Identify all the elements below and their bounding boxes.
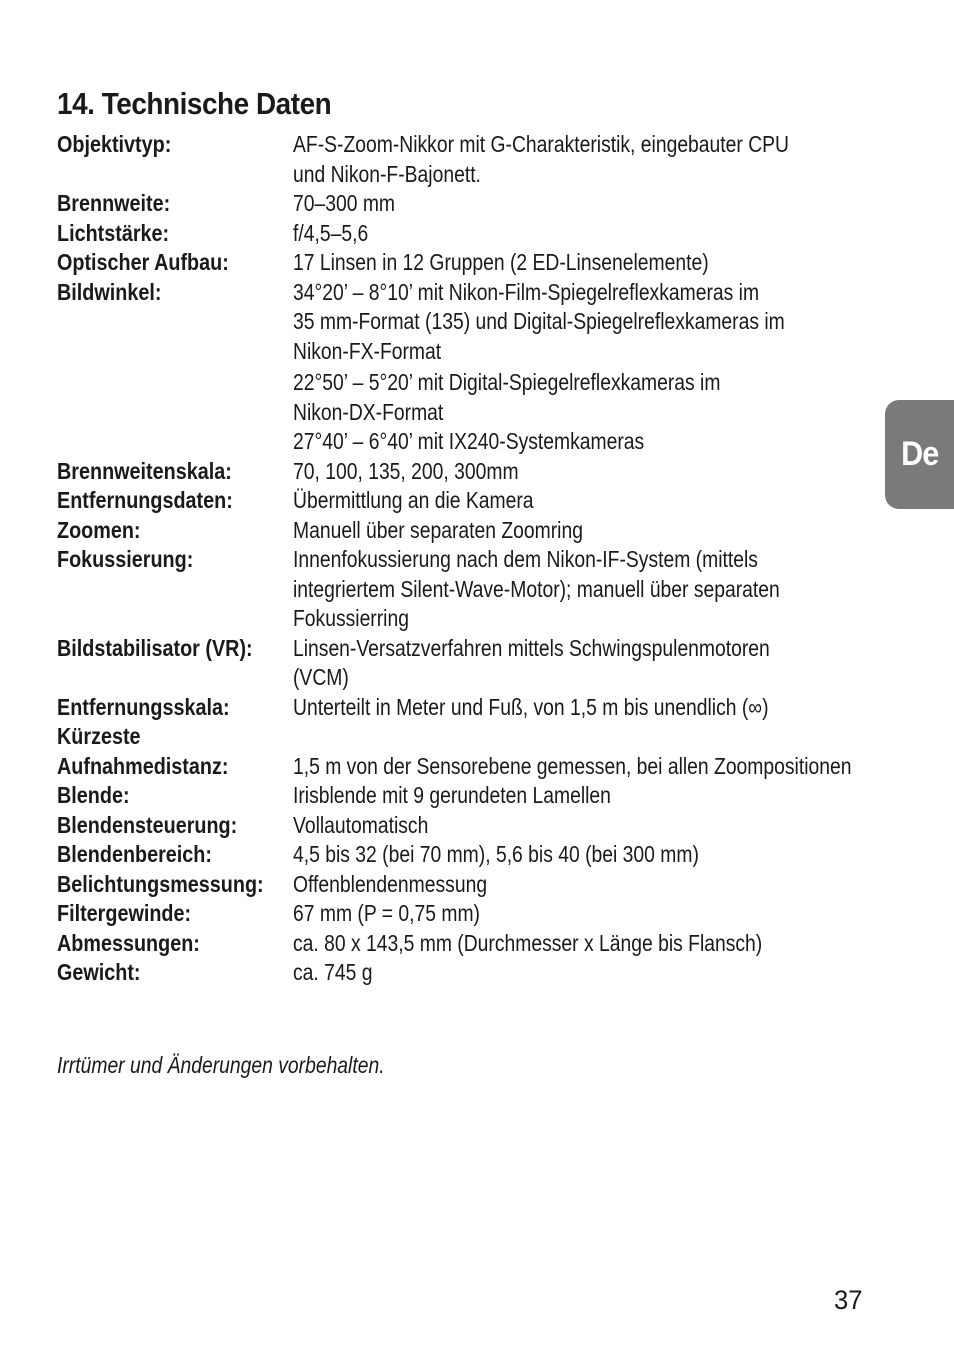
spec-value (293, 516, 847, 546)
spec-row (57, 189, 877, 219)
spec-label: Fokussierung: (57, 546, 194, 572)
spec-value-paragraph (293, 840, 847, 870)
spec-value (293, 929, 847, 959)
spec-row (57, 486, 877, 516)
spec-value (293, 840, 847, 870)
spec-row (57, 545, 877, 634)
spec-value-line: 17 Linsen in 12 Gruppen (2 ED-Linsenelemente) (293, 249, 709, 275)
spec-value-line: f/4,5–5,6 (293, 219, 369, 246)
spec-value-line: 70, 100, 135, 200, 300mm (293, 457, 519, 484)
spec-value-line: Vollautomatisch (293, 811, 429, 838)
spec-value-line (293, 722, 847, 752)
spec-value-line: ca. 745 g (293, 959, 373, 985)
spec-value (293, 457, 847, 487)
spec-value-line: 22°50’ – 5°20’ mit Digital-Spiegelreflexkameras im (293, 369, 721, 395)
spec-value (293, 722, 847, 752)
spec-label: Aufnahmedistanz: (57, 752, 229, 779)
spec-table (57, 130, 877, 988)
spec-label: Blende: (57, 782, 130, 808)
spec-value (293, 189, 847, 219)
spec-value-paragraph (293, 634, 847, 693)
spec-value (293, 752, 852, 782)
spec-value-line: Offenblendenmessung (293, 870, 488, 897)
spec-label: Brennweitenskala: (57, 457, 232, 484)
spec-label: Zoomen: (57, 516, 141, 543)
spec-row (57, 693, 877, 723)
disclaimer-note: Irrtümer und Änderungen vorbehalten. (57, 1052, 385, 1078)
spec-value (293, 693, 847, 723)
spec-value-line: 34°20’ – 8°10’ mit Nikon-Film-Spiegelreflexkameras im (293, 278, 760, 305)
spec-value-paragraph (293, 899, 847, 929)
spec-value (293, 130, 847, 189)
spec-value-line: 1,5 m von der Sensorebene gemessen, bei allen Zoompositionen (293, 752, 852, 779)
spec-value (293, 870, 847, 900)
spec-value-paragraph (293, 248, 847, 278)
spec-value-paragraph (293, 870, 847, 900)
spec-row (57, 811, 877, 841)
spec-value-line: 4,5 bis 32 (bei 70 mm), 5,6 bis 40 (bei 300 mm) (293, 841, 699, 867)
spec-row (57, 248, 877, 278)
spec-row (57, 899, 877, 929)
spec-label: Abmessungen: (57, 929, 200, 956)
spec-label: Entfernungsskala: (57, 693, 230, 720)
spec-value-line: Übermittlung an die Kamera (293, 487, 534, 513)
spec-label: Optischer Aufbau: (57, 249, 229, 275)
spec-value-paragraph (293, 516, 847, 546)
spec-label: Bildwinkel: (57, 278, 162, 305)
spec-label: Lichtstärke: (57, 219, 170, 246)
spec-row (57, 219, 877, 249)
spec-value (293, 811, 847, 841)
spec-value-line: Nikon-DX-Format (293, 398, 444, 425)
spec-value-paragraph (293, 278, 847, 367)
spec-value-paragraph (293, 722, 847, 752)
spec-value-paragraph (293, 958, 847, 988)
spec-value-line: Linsen-Versatzverfahren mittels Schwingspulenmotoren (293, 634, 770, 661)
spec-value-line: ca. 80 x 143,5 mm (Durchmesser x Länge bis Flansch) (293, 929, 763, 956)
spec-value-line: Nikon-FX-Format (293, 337, 442, 364)
spec-row (57, 870, 877, 900)
spec-row (57, 958, 877, 988)
spec-value-line: 70–300 mm (293, 190, 396, 216)
spec-value-paragraph (293, 545, 847, 634)
spec-row (57, 722, 877, 752)
spec-row (57, 457, 877, 487)
spec-value-line: und Nikon-F-Bajonett. (293, 160, 481, 187)
spec-value-paragraph (293, 781, 847, 811)
spec-value-paragraph (293, 752, 852, 782)
spec-value-paragraph (293, 368, 847, 457)
spec-value (293, 958, 847, 988)
spec-value (293, 781, 847, 811)
spec-value-line: Unterteilt in Meter und Fuß, von 1,5 m bis unendlich (∞) (293, 693, 769, 720)
spec-value-paragraph (293, 457, 847, 487)
spec-value-line: Irisblende mit 9 gerundeten Lamellen (293, 782, 611, 808)
spec-value-paragraph (293, 811, 847, 841)
spec-value-line: (VCM) (293, 664, 349, 690)
page-title: 14. Technische Daten (57, 86, 332, 121)
spec-label: Kürzeste (57, 723, 141, 749)
spec-label: Bildstabilisator (VR): (57, 634, 253, 661)
spec-value-paragraph (293, 929, 847, 959)
spec-label: Blendenbereich: (57, 841, 212, 867)
spec-value-paragraph (293, 130, 847, 189)
spec-row (57, 516, 877, 546)
spec-label: Belichtungsmessung: (57, 870, 264, 897)
spec-label: Objektivtyp: (57, 131, 172, 157)
spec-value (293, 899, 847, 929)
spec-value-paragraph (293, 693, 847, 723)
spec-label: Filtergewinde: (57, 900, 192, 926)
spec-value (293, 248, 847, 278)
spec-value-paragraph (293, 219, 847, 249)
spec-value (293, 545, 847, 634)
spec-label: Gewicht: (57, 959, 141, 985)
spec-label: Brennweite: (57, 190, 171, 216)
spec-value (293, 219, 847, 249)
spec-label: Entfernungsdaten: (57, 487, 233, 513)
spec-value-paragraph (293, 486, 847, 516)
spec-row (57, 278, 877, 457)
spec-value-line: 35 mm-Format (135) und Digital-Spiegelreflexkameras im (293, 308, 785, 334)
language-tab (885, 400, 954, 509)
spec-value (293, 634, 847, 693)
spec-value-line: integriertem Silent-Wave-Motor); manuell über separaten (293, 575, 780, 602)
spec-value-paragraph (293, 189, 847, 219)
spec-value (293, 278, 847, 457)
spec-value-line: Manuell über separaten Zoomring (293, 516, 583, 543)
page-number: 37 (834, 1285, 863, 1315)
spec-value-line: Innenfokussierung nach dem Nikon-IF-System (mittels (293, 546, 758, 572)
spec-value-line: AF-S-Zoom-Nikkor mit G-Charakteristik, eingebauter CPU (293, 131, 790, 157)
spec-value-line: 27°40’ – 6°40’ mit IX240-Systemkameras (293, 428, 645, 454)
spec-value-line: Fokussierring (293, 605, 409, 631)
spec-row (57, 752, 877, 782)
spec-row (57, 840, 877, 870)
spec-row (57, 634, 877, 693)
language-tab-label: De (900, 435, 939, 473)
spec-row (57, 781, 877, 811)
spec-label: Blendensteuerung: (57, 811, 238, 838)
spec-value (293, 486, 847, 516)
spec-value-line: 67 mm (P = 0,75 mm) (293, 900, 481, 926)
spec-row (57, 130, 877, 189)
spec-row (57, 929, 877, 959)
